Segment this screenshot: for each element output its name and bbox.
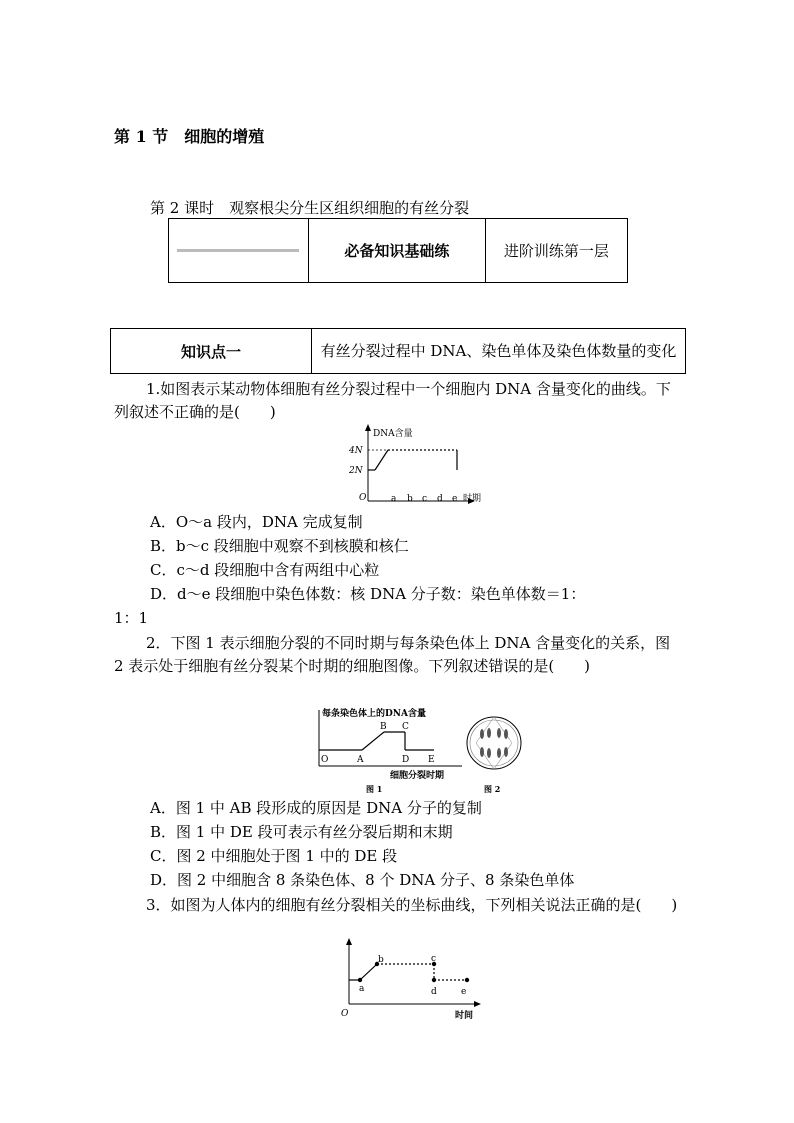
knowledge-topic: 有丝分裂过程中 DNA、染色单体及染色体数量的变化 xyxy=(311,329,685,374)
q2-fig1-point-b: B xyxy=(380,722,387,732)
q1-origin: O xyxy=(359,493,367,503)
q2-option-d: D．图 2 中细胞含 8 条染色体、8 个 DNA 分子、8 条染色单体 xyxy=(150,871,575,889)
q2-figure2 xyxy=(462,712,530,796)
q1-x-tick-b: b xyxy=(407,494,413,504)
q1-x-tick-a: a xyxy=(391,494,397,504)
q1-y-title: DNA含量 xyxy=(373,429,413,439)
header-logo-cell xyxy=(169,219,309,283)
q1-option-a: A．O～a 段内，DNA 完成复制 xyxy=(150,513,363,531)
knowledge-label: 知识点一 xyxy=(111,329,312,374)
q2-option-a: A．图 1 中 AB 段形成的原因是 DNA 分子的复制 xyxy=(150,799,482,817)
q3-point-c: c xyxy=(431,954,437,964)
q2-fig1-caption: 图 1 xyxy=(366,784,383,794)
q3-stem: 3．如图为人体内的细胞有丝分裂相关的坐标曲线，下列相关说法正确的是( ) xyxy=(146,896,678,914)
q2-fig1-point-o: O xyxy=(321,755,329,765)
q2-fig1-point-e: E xyxy=(428,755,435,765)
q1-option-c: C．c～d 段细胞中含有两组中心粒 xyxy=(150,561,380,579)
q1-y-tick-4n: 4N xyxy=(349,446,363,456)
q3-origin: O xyxy=(341,1009,349,1019)
q3-point-a: a xyxy=(359,984,365,994)
header-table xyxy=(168,218,628,283)
chromosome-icon xyxy=(480,728,508,758)
q2-stem: 2．下图 1 表示细胞分裂的不同时期与每条染色体上 DNA 含量变化的关系，图 2 表示处于细胞有丝分裂某个时期的细胞图像。下列叙述错误的是( ) xyxy=(114,634,671,675)
knowledge-table xyxy=(110,328,686,374)
q1-stem: 1.如图表示某动物体细胞有丝分裂过程中一个细胞内 DNA 含量变化的曲线。下列叙述不正确的是( ) xyxy=(114,380,671,421)
q1-option-d: D．d～e 段细胞中染色体数：核 DNA 分子数：染色单体数＝1： xyxy=(150,585,586,603)
q1-x-title: 时期 xyxy=(463,494,482,504)
q1-y-tick-2n: 2N xyxy=(349,466,363,476)
q3-figure xyxy=(335,936,490,1024)
q2-fig1-point-d: D xyxy=(402,755,410,765)
q3-x-title: 时间 xyxy=(455,1011,474,1021)
q3-point-b: b xyxy=(378,955,384,965)
q1-x-tick-c: c xyxy=(422,494,428,504)
q1-option-b: B．b～c 段细胞中观察不到核膜和核仁 xyxy=(150,537,409,555)
q3-point-d: d xyxy=(431,987,437,997)
q2-fig1-point-a: A xyxy=(357,755,364,765)
q1-figure xyxy=(335,424,495,508)
q2-figure1 xyxy=(312,704,472,796)
lesson-title: 第 2 课时 观察根尖分生区组织细胞的有丝分裂 xyxy=(150,199,470,217)
q2-fig1-y-title: 每条染色体上的DNA含量 xyxy=(322,709,427,719)
q1-x-tick-d: d xyxy=(437,494,443,504)
q2-fig2-caption: 图 2 xyxy=(484,784,501,794)
q2-option-c: C．图 2 中细胞处于图 1 中的 DE 段 xyxy=(150,847,398,865)
q1-x-tick-e: e xyxy=(452,494,458,504)
decorative-bar-icon xyxy=(173,246,303,256)
q2-fig1-point-c: C xyxy=(402,722,409,732)
q1-option-d-cont: 1：1 xyxy=(114,609,149,627)
q2-option-b: B．图 1 中 DE 段可表示有丝分裂后期和末期 xyxy=(150,823,453,841)
q3-point-e: e xyxy=(461,987,467,997)
q2-fig1-x-title: 细胞分裂时期 xyxy=(390,771,445,781)
section-title: 第 1 节 细胞的增殖 xyxy=(114,127,265,146)
header-col3: 进阶训练第一层 xyxy=(485,219,627,283)
header-col2: 必备知识基础练 xyxy=(308,219,485,283)
